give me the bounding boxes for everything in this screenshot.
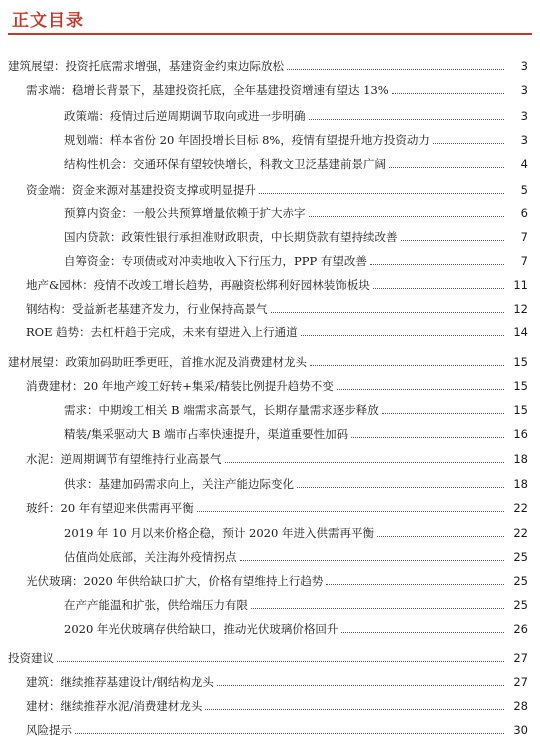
dot-leader: [337, 388, 504, 390]
toc-entry[interactable]: [0, 105, 540, 123]
toc-entry[interactable]: [0, 375, 540, 393]
toc-entry-page: 27: [513, 675, 528, 689]
dot-leader: [341, 631, 504, 633]
toc-entry-title: 建筑展望：投资托底需求增强，基建资金约束边际放松: [8, 59, 284, 73]
toc-entry-title: ROE 趋势：去杠杆趋于完成，未来有望进入上行通道: [26, 325, 298, 339]
dot-leader: [382, 412, 504, 414]
toc-entry-title: 风险提示: [26, 723, 72, 737]
toc-entry-title: 光伏玻璃：2020 年供给缺口扩大，价格有望维持上行趋势: [26, 574, 324, 588]
toc-entry-page: 22: [513, 501, 528, 515]
toc-entry-title: 钢结构：受益新老基建齐发力，行业保持高景气: [26, 302, 268, 316]
toc-entry-title: 在产产能温和扩张，供给端压力有限: [64, 598, 248, 612]
dot-leader: [301, 334, 504, 336]
toc-entry[interactable]: [0, 226, 540, 244]
toc-entry[interactable]: [0, 546, 540, 564]
toc-entry[interactable]: [0, 179, 540, 197]
toc-entry-title: 建筑：继续推荐基建设计/钢结构龙头: [26, 675, 214, 689]
toc-entry-title: 政策端：疫情过后逆周期调节取向或进一步明确: [64, 109, 306, 123]
dot-leader: [259, 192, 504, 194]
toc-entry-title: 消费建材：20 年地产竣工好转+集采/精装比例提升趋势不变: [26, 379, 334, 393]
toc-entry-page: 3: [520, 59, 528, 73]
dot-leader: [197, 510, 504, 512]
toc-entry[interactable]: [0, 473, 540, 491]
dot-leader: [309, 118, 505, 120]
dot-leader: [401, 239, 505, 241]
toc-entry-title: 需求：中期竣工相关 B 端需求高景气，长期存量需求逐步释放: [64, 403, 379, 417]
dot-leader: [205, 708, 504, 710]
toc-entry-title: 2020 年光伏玻璃存供给缺口，推动光伏玻璃价格回升: [64, 622, 339, 636]
dot-leader: [433, 142, 504, 144]
toc-entry-title: 建材：继续推荐水泥/消费建材龙头: [26, 699, 203, 713]
toc-entry[interactable]: [0, 79, 540, 97]
dot-leader: [392, 92, 504, 94]
toc-entry-page: 15: [513, 403, 528, 417]
dot-leader: [373, 287, 504, 289]
toc-entry-page: 3: [520, 133, 528, 147]
dot-leader: [287, 68, 504, 70]
toc-entry[interactable]: [0, 298, 540, 316]
dot-leader: [309, 215, 505, 217]
toc-entry-page: 22: [513, 526, 528, 540]
toc-entry-page: 5: [520, 183, 528, 197]
toc-entry-title: 精装/集采驱动大 B 端市占率快速提升，渠道重要性加码: [64, 427, 349, 441]
dot-leader: [377, 535, 504, 537]
dot-leader: [240, 559, 505, 561]
toc-entry[interactable]: [0, 321, 540, 339]
toc-entry[interactable]: [0, 719, 540, 737]
toc-entry-page: 3: [520, 83, 528, 97]
toc-entry-page: 28: [513, 699, 528, 713]
toc-entry-page: 3: [520, 109, 528, 123]
toc-entry[interactable]: [0, 423, 540, 441]
toc-entry-page: 26: [513, 622, 528, 636]
toc-entry-page: 25: [513, 574, 528, 588]
toc-entry[interactable]: [0, 695, 540, 713]
dot-leader: [297, 486, 504, 488]
toc-entry-page: 27: [513, 651, 528, 665]
toc-entry[interactable]: [0, 129, 540, 147]
dot-leader: [326, 583, 504, 585]
dot-leader: [217, 684, 504, 686]
dot-leader: [271, 311, 505, 313]
toc-entry-title: 估值尚处底部，关注海外疫情拐点: [64, 550, 237, 564]
toc-entry[interactable]: [0, 647, 540, 665]
toc-entry-title: 地产&园林：疫情不改竣工增长趋势，再融资松绑利好园林装饰板块: [26, 278, 370, 292]
toc-entry-title: 国内贷款：政策性银行承担准财政职责，中长期贷款有望持续改善: [64, 230, 398, 244]
toc-entry-page: 30: [513, 723, 528, 737]
dot-leader: [389, 166, 504, 168]
toc-entry[interactable]: [0, 497, 540, 515]
toc-entry[interactable]: [0, 522, 540, 540]
toc-entry-title: 规划端：样本省份 20 年固投增长目标 8%，疫情有望提升地方投资动力: [64, 133, 430, 147]
toc-entry-title: 需求端：稳增长背景下，基建投资托底，全年基建投资增速有望达 13%: [26, 83, 389, 97]
toc-entry-page: 12: [513, 302, 528, 316]
toc-title: 正文目录: [12, 11, 84, 31]
toc-entry-page: 18: [513, 452, 528, 466]
toc-entry-title: 结构性机会：交通环保有望较快增长，科教文卫泛基建前景广阔: [64, 157, 386, 171]
toc-entry-page: 7: [520, 230, 528, 244]
toc-entry-page: 18: [513, 477, 528, 491]
dot-leader: [57, 660, 504, 662]
toc-entry-page: 7: [520, 254, 528, 268]
title-divider: [8, 33, 532, 35]
toc-entry-title: 水泥：逆周期调节有望维持行业高景气: [26, 452, 222, 466]
toc-entry-title: 玻纤：20 年有望迎来供需再平衡: [26, 501, 194, 515]
toc-entry[interactable]: [0, 274, 540, 292]
toc-entry[interactable]: [0, 202, 540, 220]
toc-entry-page: 6: [520, 206, 528, 220]
toc-entry[interactable]: [0, 448, 540, 466]
toc-entry-page: 25: [513, 550, 528, 564]
dot-leader: [310, 364, 504, 366]
toc-entry-title: 2019 年 10 月以来价格企稳，预计 2020 年进入供需再平衡: [64, 526, 374, 540]
toc-entry-page: 16: [513, 427, 528, 441]
toc-entry-title: 投资建议: [8, 651, 54, 665]
dot-leader: [225, 461, 505, 463]
toc-entry-page: 4: [520, 157, 528, 171]
toc-entry-title: 预算内资金：一般公共预算增量依赖于扩大赤字: [64, 206, 306, 220]
toc-entry[interactable]: [0, 594, 540, 612]
toc-entry[interactable]: [0, 671, 540, 689]
dot-leader: [251, 607, 504, 609]
toc-entry-title: 资金端：资金来源对基建投资支撑或明显提升: [26, 183, 256, 197]
toc-entry[interactable]: [0, 570, 540, 588]
toc-entry[interactable]: [0, 55, 540, 73]
toc-entry-title: 自筹资金：专项债或对冲卖地收入下行压力，PPP 有望改善: [64, 254, 367, 268]
toc-entry-title: 建材展望：政策加码助旺季更旺，首推水泥及消费建材龙头: [8, 355, 307, 369]
toc-entry-page: 25: [513, 598, 528, 612]
toc-entry[interactable]: [0, 250, 540, 268]
toc-entry-page: 15: [513, 379, 528, 393]
toc-entry-page: 15: [513, 355, 528, 369]
toc-entry[interactable]: [0, 399, 540, 417]
toc-entry-page: 14: [513, 325, 528, 339]
toc-entry[interactable]: [0, 618, 540, 636]
dot-leader: [370, 263, 504, 265]
toc-entry-title: 供求：基建加码需求向上，关注产能边际变化: [64, 477, 294, 491]
toc-entry[interactable]: [0, 351, 540, 369]
dot-leader: [351, 436, 504, 438]
dot-leader: [75, 732, 504, 734]
toc-entry-page: 11: [513, 278, 528, 292]
toc-entry[interactable]: [0, 153, 540, 171]
